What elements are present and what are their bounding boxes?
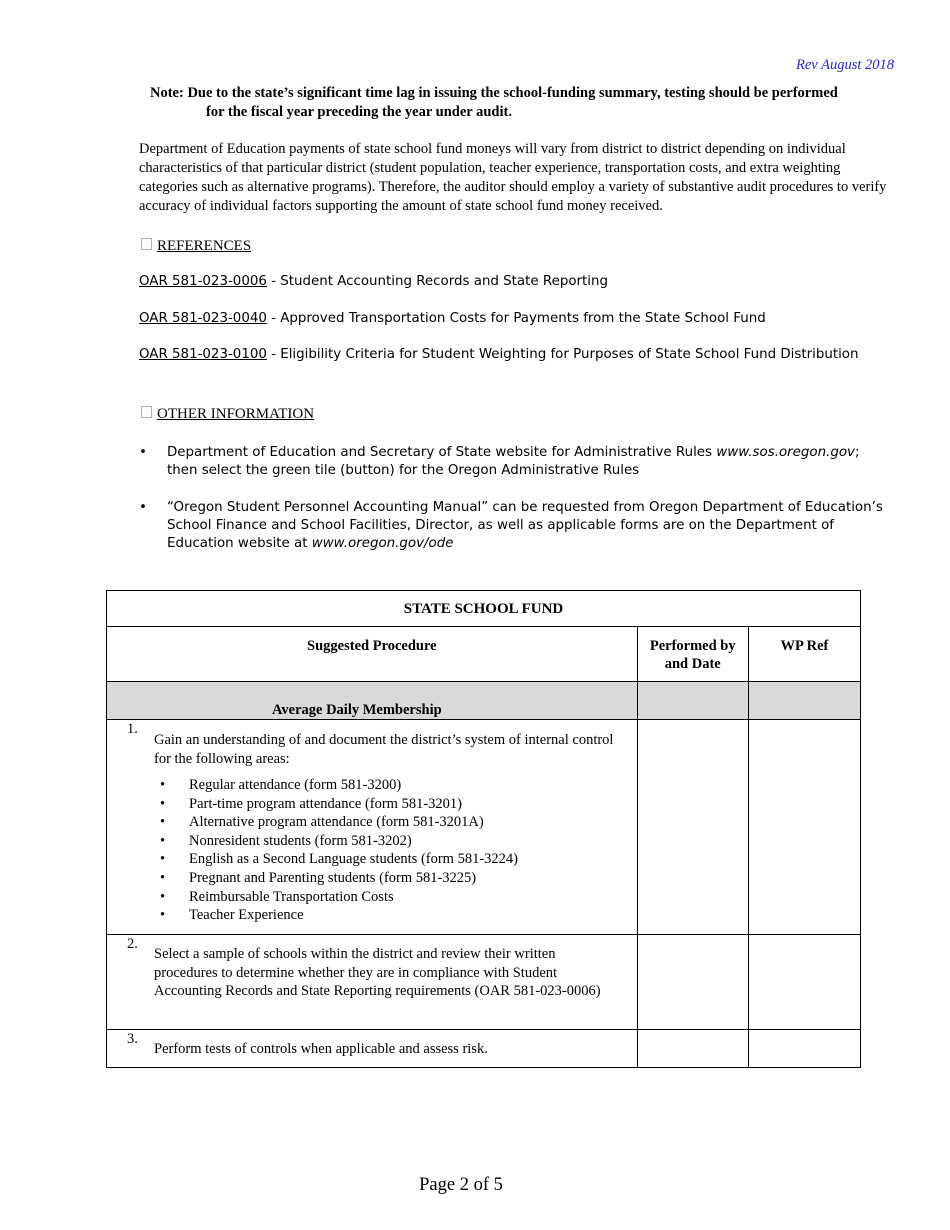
revision-date: Rev August 2018 (796, 57, 894, 73)
header-suggested-procedure: Suggested Procedure (107, 627, 638, 682)
bullet-icon: • (160, 795, 166, 812)
list-item (154, 850, 617, 869)
performed-by-cell (637, 720, 748, 935)
section-wp-ref-cell (748, 682, 860, 720)
procedure-number: 3. (127, 1031, 138, 1047)
sos-website-text: www.sos.oregon.gov (716, 445, 855, 460)
reference-code: OAR 581-023-0006 (139, 274, 267, 289)
list-item-text: Part-time program attendance (form 581-3201) (189, 795, 462, 812)
references-heading-text: REFERENCES (157, 238, 252, 254)
list-item-text: Reimbursable Transportation Costs (189, 888, 394, 905)
section-average-daily-membership: Average Daily Membership (107, 682, 638, 720)
bullet-icon: • (160, 814, 166, 831)
wp-ref-cell (748, 1030, 860, 1068)
bullet-icon: • (160, 888, 166, 905)
table-title: STATE SCHOOL FUND (107, 591, 861, 627)
checkbox-icon (141, 238, 152, 250)
section-performed-cell (637, 682, 748, 720)
list-item (154, 795, 617, 814)
info-bullet (139, 444, 894, 480)
references-heading (141, 238, 251, 255)
table-row (107, 935, 861, 1030)
list-item-text: Regular attendance (form 581-3200) (189, 777, 402, 793)
performed-by-cell (637, 1030, 748, 1068)
bullet-icon: • (160, 832, 166, 849)
table-row (107, 1030, 861, 1068)
bullet-icon: • (160, 777, 166, 793)
list-item-text: Teacher Experience (189, 907, 304, 924)
reference-item (139, 274, 608, 289)
bullet-icon: • (160, 907, 166, 924)
other-information-heading (141, 406, 314, 423)
list-item-text: Alternative program attendance (form 581-3201A) (189, 814, 484, 831)
reference-text: - Student Accounting Records and State Reporting (266, 274, 608, 289)
checkbox-icon (141, 406, 152, 418)
list-item-text: Pregnant and Parenting students (form 581-3225) (189, 869, 477, 886)
other-information-heading-text: OTHER INFORMATION (157, 406, 315, 422)
info-bullet-text: “Oregon Student Personnel Accounting Manual” can be requested from Oregon Department of Education’s School Finance and School Facilities, Director, as well as applicable forms are on the Department of Education website at (167, 500, 883, 551)
procedure-cell (107, 1030, 638, 1068)
procedure-text: Select a sample of schools within the district and review their written procedures to determine whether they are in compliance with Student Accounting Records and State Reporting requirements (OAR 581-023-0006) (154, 946, 601, 999)
control-areas-list (154, 776, 617, 925)
procedure-cell (107, 720, 638, 935)
reference-code: OAR 581-023-0100 (139, 347, 267, 362)
list-item (154, 888, 617, 907)
list-item-text: Nonresident students (form 581-3202) (189, 832, 412, 849)
procedure-cell (107, 935, 638, 1030)
header-performed-by: Performed by and Date (637, 627, 748, 682)
list-item (154, 906, 617, 925)
bullet-icon: • (160, 851, 166, 868)
list-item (154, 832, 617, 851)
bullet-icon: • (139, 500, 147, 515)
wp-ref-cell (748, 720, 860, 935)
reference-code: OAR 581-023-0040 (139, 311, 267, 326)
reference-text: - Approved Transportation Costs for Payments from the State School Fund (266, 311, 766, 326)
list-item (154, 813, 617, 832)
procedure-number: 1. (127, 721, 138, 737)
audit-note-line2: for the fiscal year preceding the year under audit. (206, 104, 512, 120)
audit-note (150, 84, 890, 122)
bullet-icon: • (160, 869, 166, 886)
reference-item (139, 347, 859, 362)
procedure-number: 2. (127, 936, 138, 952)
table-row (107, 720, 861, 935)
header-wp-ref: WP Ref (748, 627, 860, 682)
info-bullet (139, 499, 894, 553)
audit-note-line1: Note: Due to the state’s significant time lag in issuing the school-funding summary, testing should be performed (150, 85, 838, 101)
info-bullet-text: Department of Education and Secretary of State website for Administrative Rules (167, 445, 717, 460)
wp-ref-cell (748, 935, 860, 1030)
procedure-text: Gain an understanding of and document the district’s system of internal control for the following areas: (154, 732, 614, 767)
reference-text: - Eligibility Criteria for Student Weighting for Purposes of State School Fund Distribution (266, 347, 859, 362)
reference-item (139, 311, 766, 326)
procedure-text: Perform tests of controls when applicable and assess risk. (154, 1041, 488, 1057)
info-bullet-text-end: ; then select the green tile (button) for the Oregon Administrative Rules (167, 445, 860, 478)
performed-by-cell (637, 935, 748, 1030)
state-school-fund-table (106, 590, 861, 1068)
page-number: Page 2 of 5 (419, 1175, 503, 1195)
list-item (154, 869, 617, 888)
intro-paragraph: Department of Education payments of state school fund moneys will vary from district to district depending on individual characteristics of that particular district (student population, teacher experience, transportation costs, and extra weighting categories such as alternative programs). Therefore, the auditor should employ a variety of substantive audit procedures to verify accuracy of individual factors supporting the amount of state school fund money received. (139, 141, 887, 214)
bullet-icon: • (139, 445, 147, 460)
list-item-text: English as a Second Language students (form 581-3224) (189, 851, 518, 868)
list-item (154, 776, 617, 795)
ode-website-text: www.oregon.gov/ode (311, 536, 454, 551)
